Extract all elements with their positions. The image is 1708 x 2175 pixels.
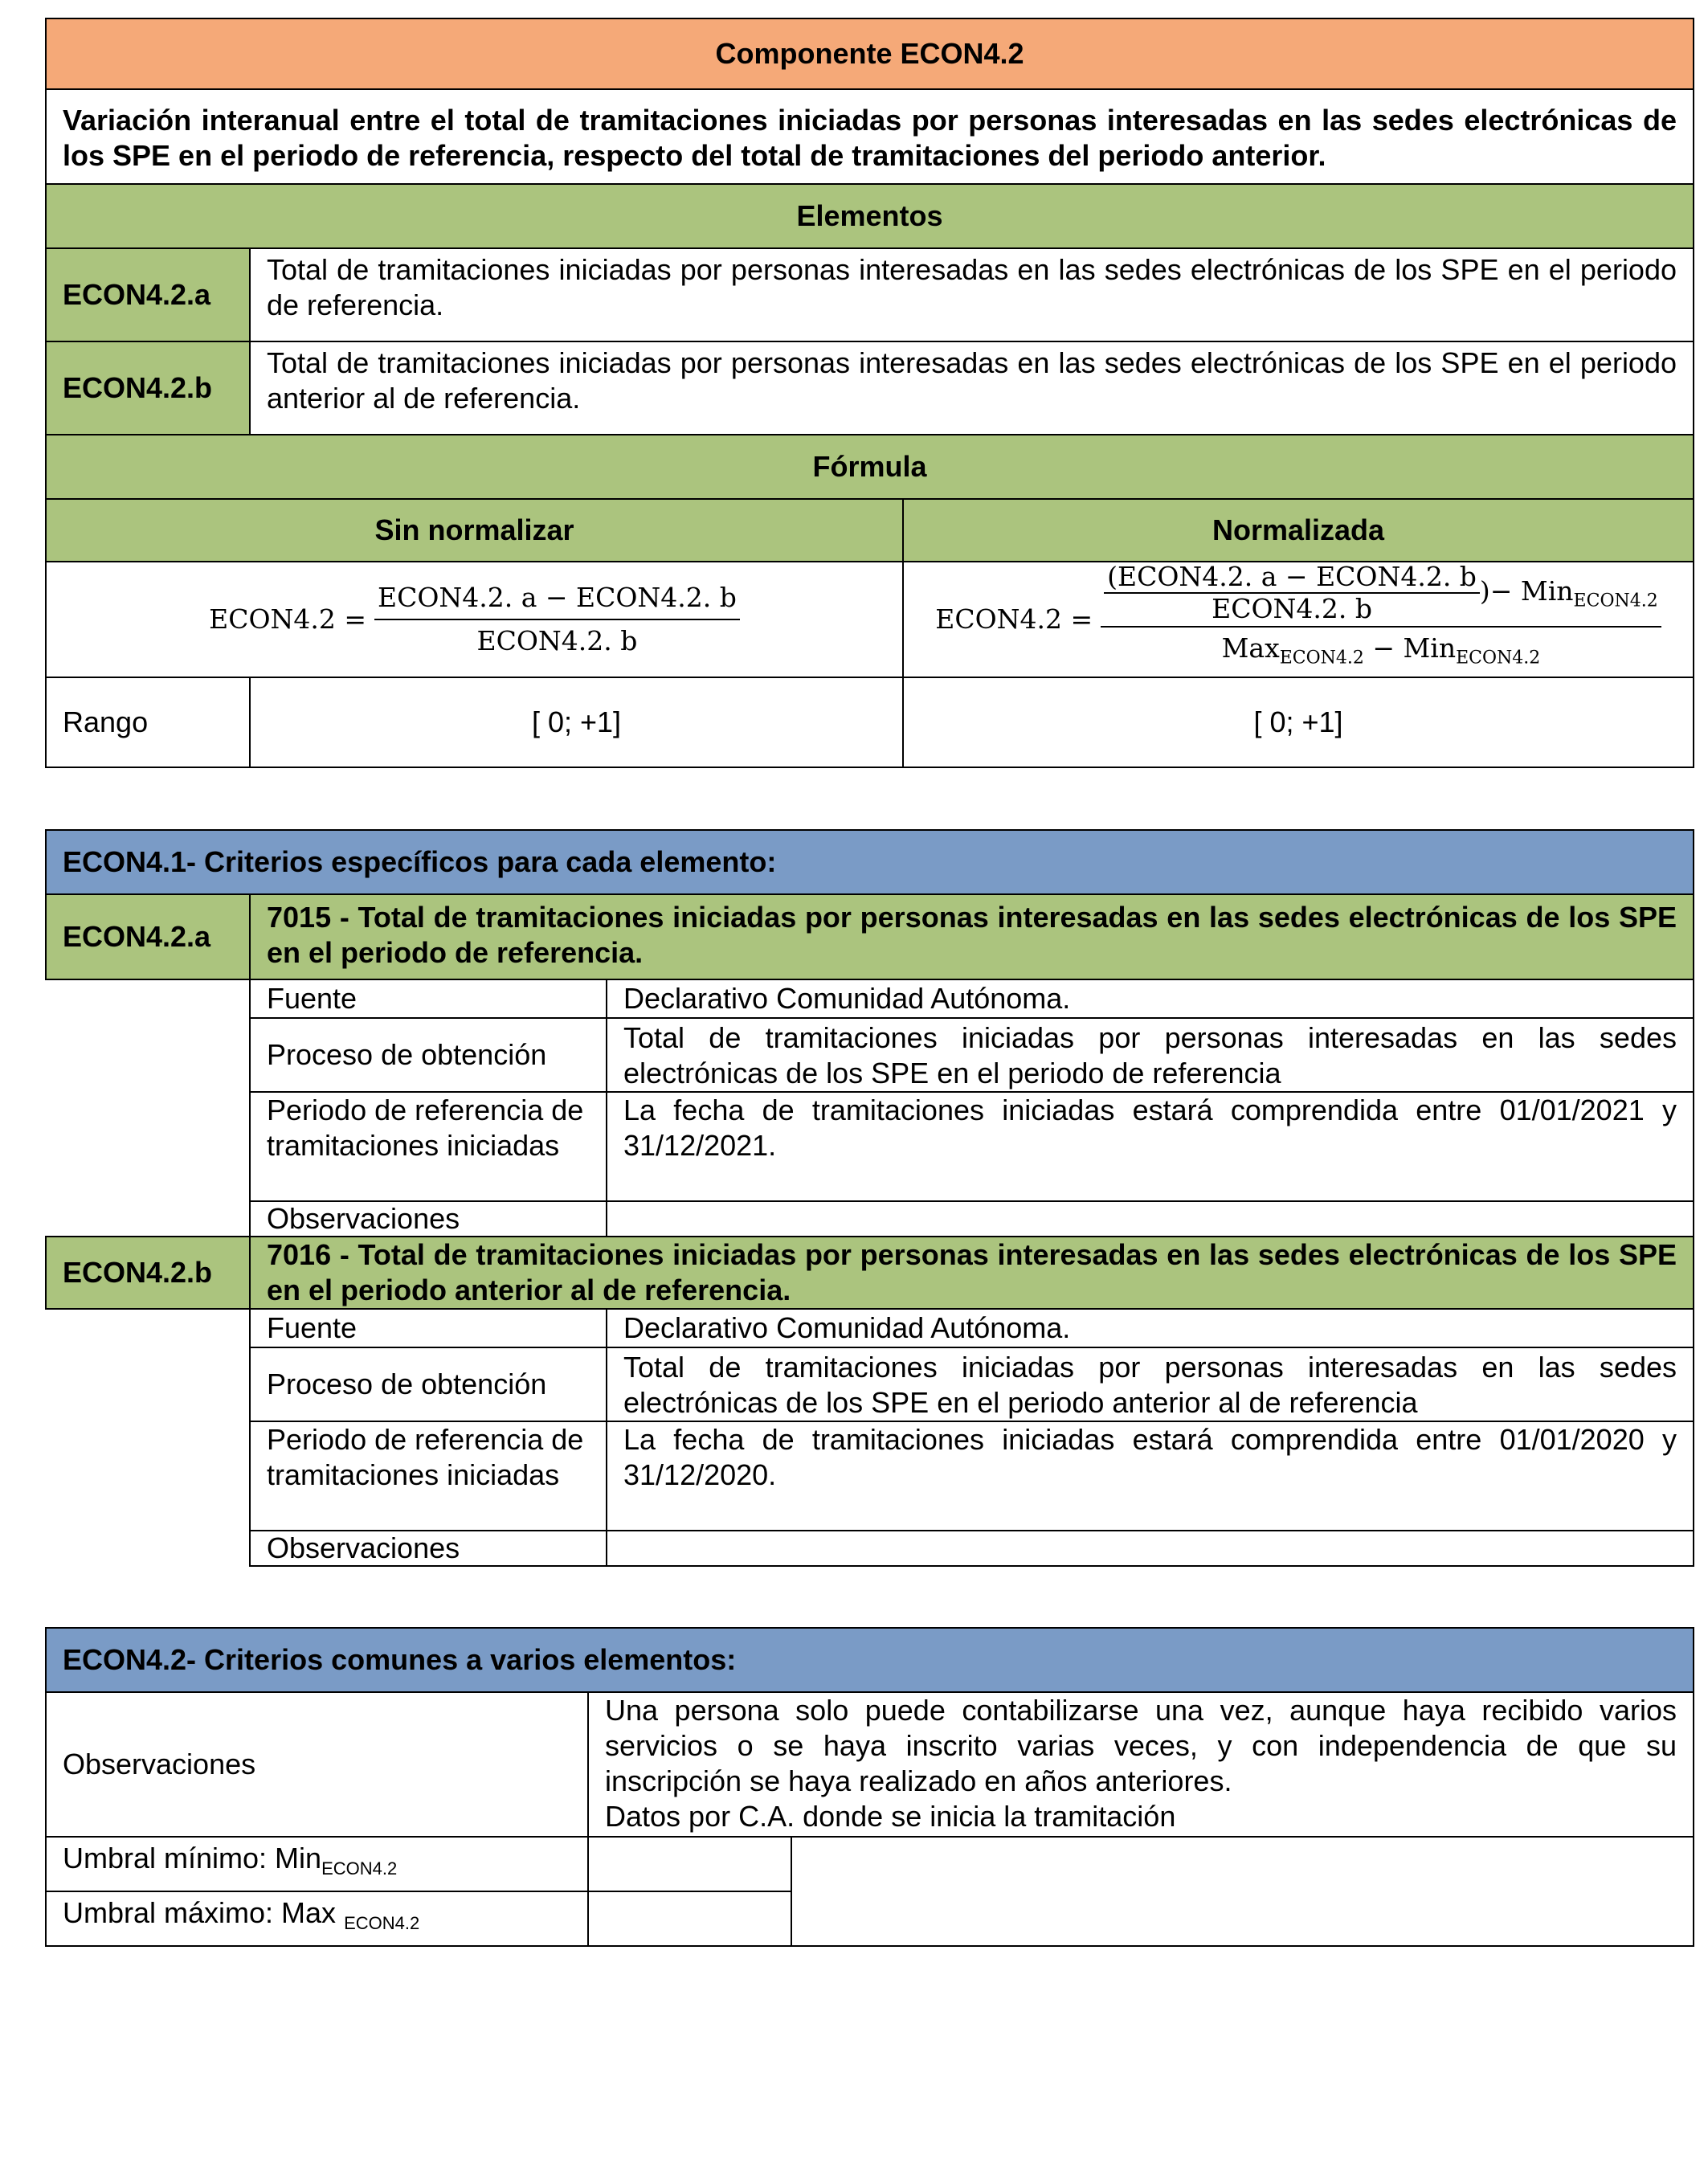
comunes-observaciones-label-text: Observaciones <box>63 1748 256 1780</box>
formula-minus-min: − Min <box>1489 574 1574 607</box>
block-b-observaciones-label-text: Observaciones <box>267 1531 460 1564</box>
block-b-proceso-label-text: Proceso de obtención <box>267 1368 547 1400</box>
umbral-minimo-label-text <box>63 1841 397 1887</box>
rango-sin-text: [ 0; +1] <box>531 705 622 738</box>
umbral-maximo-label-main: Umbral máximo: Max <box>63 1896 345 1930</box>
formula-col-sin-text: Sin normalizar <box>374 513 574 546</box>
comunes-observaciones-text: Una persona solo puede contabilizarse una vez, aunque haya recibido varios servicios o se haya inscrito varias veces, y con independencia de que su inscripción se haya realizado en años anteriores. <box>605 1694 1677 1797</box>
formula-col-norm-text: Normalizada <box>1212 513 1385 546</box>
block-a-title-text: 7015 - Total de tramitaciones iniciadas por personas interesadas en las sedes electrónicas de los SPE en el periodo de referencia. <box>267 901 1677 969</box>
umbral-empty-cell <box>791 1836 1694 1947</box>
formula-max: Max <box>1221 632 1280 664</box>
criterios-comunes-header <box>45 1627 1694 1693</box>
formula-title <box>45 434 1694 500</box>
block-b-fuente-value-text: Declarativo Comunidad Autónoma. <box>623 1311 1071 1344</box>
formula-inner-num <box>1104 560 1480 594</box>
formula-inner-den: ECON4.2. b <box>1212 592 1372 624</box>
formula-minus-min2: − Min <box>1363 632 1457 664</box>
component-description <box>45 88 1694 185</box>
block-b-code-text: ECON4.2.b <box>63 1256 213 1289</box>
formula-col-normalizada <box>902 498 1694 562</box>
formula-normalizada <box>902 561 1694 678</box>
formula-denominator: ECON4.2. b <box>476 625 638 656</box>
element-code-b <box>45 341 251 435</box>
element-code-a-text: ECON4.2.a <box>63 278 211 311</box>
rango-normalizada <box>902 677 1694 768</box>
block-a-fuente-label <box>249 979 607 1019</box>
block-b-proceso-value <box>606 1347 1694 1422</box>
umbral-maximo-label-text <box>63 1895 419 1941</box>
block-a-proceso-value-text: Total de tramitaciones iniciadas por personas interesadas en las sedes electrónicas de los SPE en el periodo de referencia <box>623 1021 1677 1090</box>
block-a-fuente-value-text: Declarativo Comunidad Autónoma. <box>623 982 1071 1015</box>
formula-sin-normalizar <box>45 561 904 678</box>
block-b-observaciones-label <box>249 1530 607 1567</box>
block-a-proceso-label-text: Proceso de obtención <box>267 1038 547 1071</box>
block-a-periodo-label <box>249 1091 607 1202</box>
block-a-periodo-value-text: La fecha de tramitaciones iniciadas estará comprendida entre 01/01/2021 y 31/12/2021. <box>623 1094 1677 1162</box>
component-header <box>45 18 1694 90</box>
formula-norm-lhs: ECON4.2 = <box>935 603 1093 635</box>
block-b-fuente-label <box>249 1308 607 1348</box>
formula-fraction <box>374 580 740 659</box>
formula-numerator: ECON4.2. a − ECON4.2. b <box>374 580 740 620</box>
elements-title-text: Elementos <box>796 199 943 232</box>
block-b-fuente-label-text: Fuente <box>267 1311 358 1344</box>
block-a-observaciones-label <box>249 1200 607 1237</box>
formula-inner-fraction <box>1104 560 1480 624</box>
rango-label <box>45 677 251 768</box>
block-b-observaciones-value <box>606 1530 1694 1567</box>
rango-label-text: Rango <box>63 705 149 738</box>
block-a-periodo-label-text: Periodo de referencia de tramitaciones iniciadas <box>267 1094 584 1162</box>
block-a-title <box>249 893 1694 980</box>
formula-norm-fraction <box>1101 560 1661 677</box>
element-text-b-content: Total de tramitaciones iniciadas por personas interesadas en las sedes electrónicas de los SPE en el periodo anterior al de referencia. <box>267 346 1677 415</box>
umbral-minimo-value[interactable] <box>587 1836 792 1892</box>
umbral-maximo-value[interactable] <box>587 1891 792 1947</box>
component-header-text: Componente ECON4.2 <box>715 37 1024 70</box>
formula-norm-denominator <box>1219 628 1544 677</box>
block-b-fuente-value <box>606 1308 1694 1348</box>
formula-min-sub: ECON4.2 <box>1573 591 1658 611</box>
criterios-especificos-header-text: ECON4.1- Criterios específicos para cada elemento: <box>63 845 777 878</box>
block-b-title <box>249 1236 1694 1310</box>
block-a-proceso-value <box>606 1017 1694 1093</box>
block-b-periodo-label <box>249 1421 607 1531</box>
formula-inner-num-text: ECON4.2. a − ECON4.2. b <box>1118 560 1477 592</box>
formula-max-sub: ECON4.2 <box>1279 648 1364 668</box>
block-a-periodo-value <box>606 1091 1694 1202</box>
umbral-minimo-label <box>45 1836 589 1892</box>
block-b-periodo-value-text: La fecha de tramitaciones iniciadas estará comprendida entre 01/01/2020 y 31/12/2020. <box>623 1423 1677 1491</box>
comunes-observaciones-value <box>587 1691 1694 1838</box>
element-text-a-content: Total de tramitaciones iniciadas por personas interesadas en las sedes electrónicas de los SPE en el periodo de referencia. <box>267 253 1677 321</box>
formula-norm-numerator <box>1101 560 1661 628</box>
element-code-b-text: ECON4.2.b <box>63 371 213 404</box>
block-b-proceso-label <box>249 1347 607 1422</box>
criterios-especificos-header <box>45 829 1694 895</box>
block-a-proceso-label <box>249 1017 607 1093</box>
umbral-minimo-label-main: Umbral mínimo: Min <box>63 1842 322 1875</box>
block-b-periodo-label-text: Periodo de referencia de tramitaciones iniciadas <box>267 1423 584 1491</box>
block-b-code <box>45 1236 251 1310</box>
formula-col-sin-normalizar <box>45 498 904 562</box>
rango-norm-text: [ 0; +1] <box>1253 705 1343 738</box>
elements-title <box>45 183 1694 249</box>
element-code-a <box>45 247 251 342</box>
paren-close: ) <box>1479 574 1490 607</box>
umbral-maximo-sub: ECON4.2 <box>344 1913 420 1934</box>
element-text-b <box>249 341 1694 435</box>
umbral-minimo-sub: ECON4.2 <box>321 1858 398 1879</box>
comunes-observaciones-label <box>45 1691 589 1838</box>
criterios-comunes-header-text: ECON4.2- Criterios comunes a varios elementos: <box>63 1643 737 1676</box>
block-b-proceso-value-text: Total de tramitaciones iniciadas por personas interesadas en las sedes electrónicas de los SPE en el periodo anterior al de referencia <box>623 1351 1677 1419</box>
block-a-observaciones-label-text: Observaciones <box>267 1202 460 1235</box>
element-text-a <box>249 247 1694 342</box>
formula-title-text: Fórmula <box>812 450 927 483</box>
block-a-code-text: ECON4.2.a <box>63 920 211 953</box>
block-a-fuente-label-text: Fuente <box>267 982 358 1015</box>
formula-lhs: ECON4.2 = <box>209 603 366 635</box>
umbral-maximo-label <box>45 1891 589 1947</box>
paren-open: ( <box>1107 560 1118 592</box>
block-a-code <box>45 893 251 980</box>
block-b-title-text: 7016 - Total de tramitaciones iniciadas por personas interesadas en las sedes electrónicas de los SPE en el periodo anterior al de referencia. <box>267 1238 1677 1306</box>
comunes-observaciones-text2: Datos por C.A. donde se inicia la tramitación <box>605 1800 1176 1833</box>
block-b-periodo-value <box>606 1421 1694 1531</box>
rango-sin-normalizar <box>249 677 904 768</box>
block-a-observaciones-value <box>606 1200 1694 1237</box>
formula-min2-sub: ECON4.2 <box>1456 648 1541 668</box>
component-description-text: Variación interanual entre el total de tramitaciones iniciadas por personas interesadas en las sedes electrónicas de los SPE en el periodo de referencia, respecto del total de tramitaciones del periodo anterior. <box>63 104 1677 172</box>
block-a-fuente-value <box>606 979 1694 1019</box>
